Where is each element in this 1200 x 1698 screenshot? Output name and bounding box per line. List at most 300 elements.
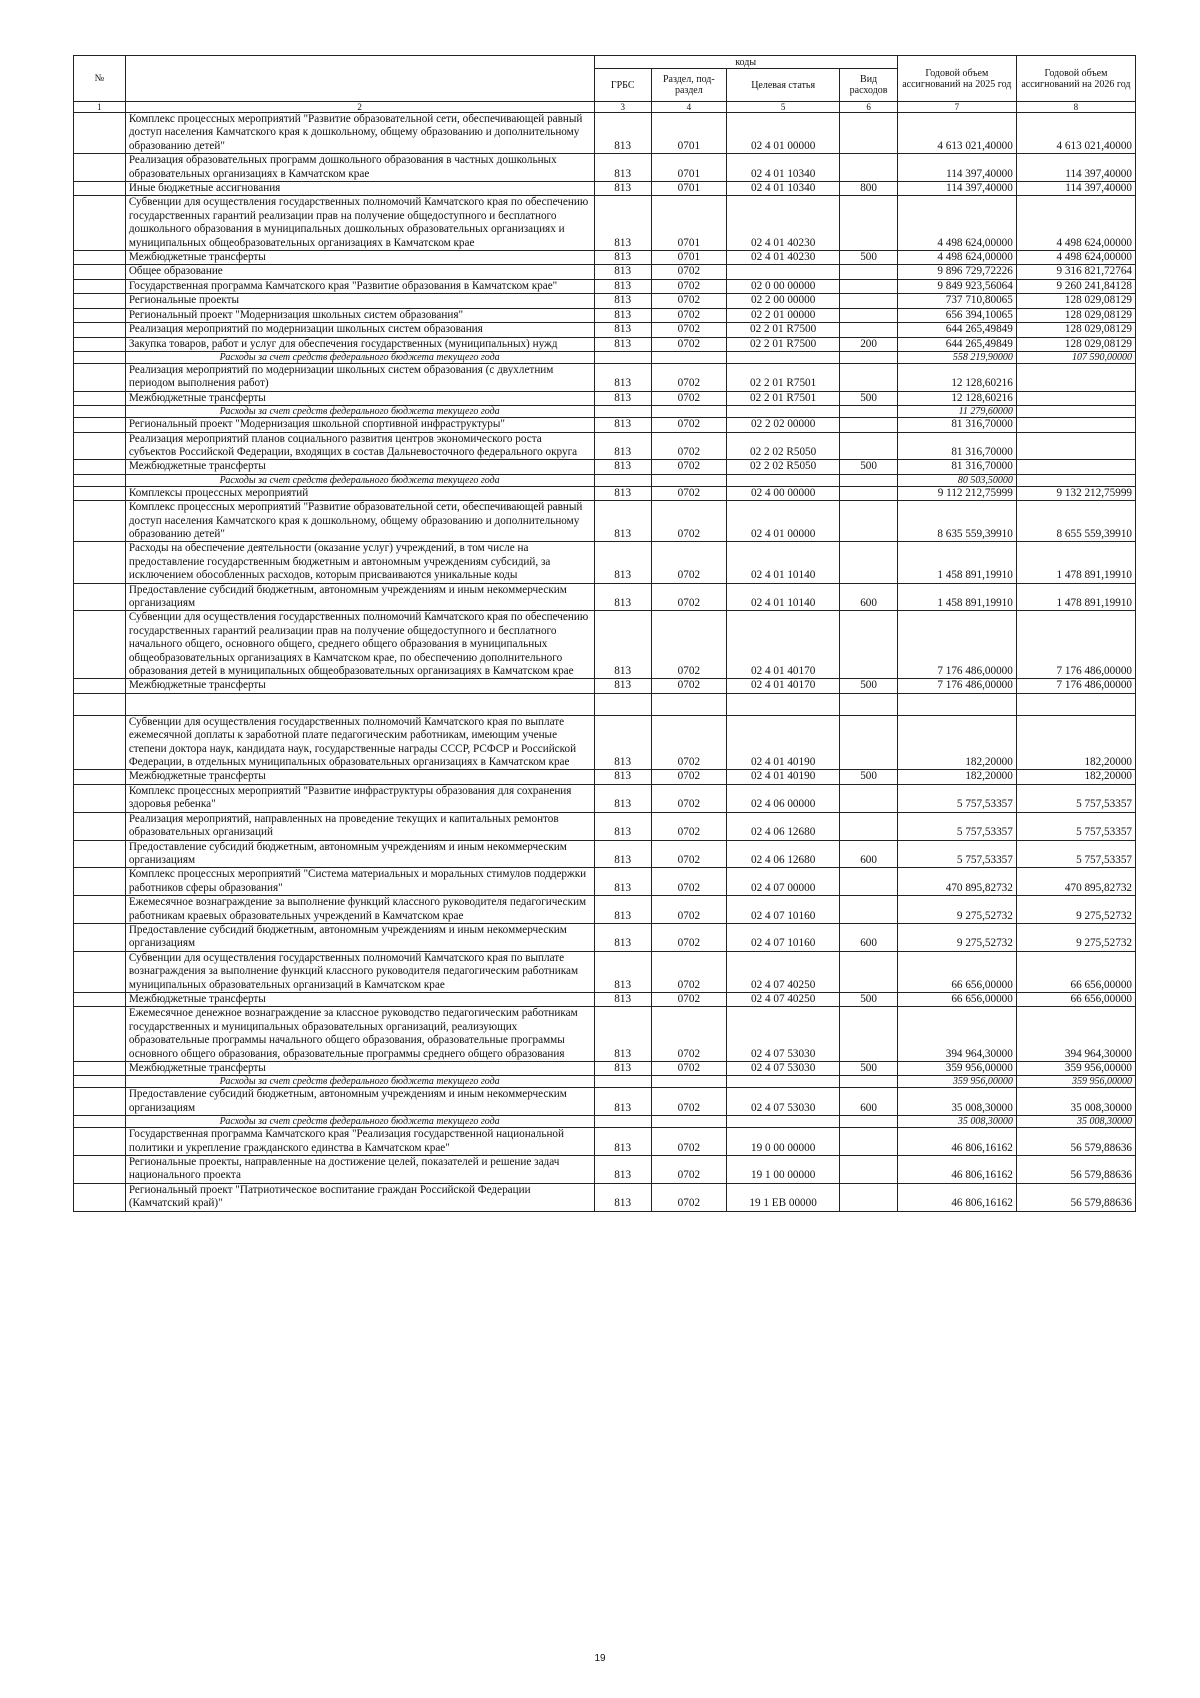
razdel-cell: 0702 (651, 840, 726, 868)
target-cell: 02 4 07 10160 (726, 896, 840, 924)
table-row (74, 265, 1136, 279)
row-name-cell: Ежемесячное вознаграждение за выполнение функций классного руководителя педагогическим работникам краевых образовательных учреждений в Камчатском крае (125, 896, 594, 924)
razdel-cell: 0702 (651, 1062, 726, 1076)
razdel-cell: 0702 (651, 583, 726, 611)
table-row (74, 363, 1136, 391)
amount-2026-cell: 114 397,40000 (1016, 154, 1135, 182)
target-cell: 02 4 07 53030 (726, 1062, 840, 1076)
row-number-cell (74, 1076, 126, 1088)
row-number-cell (74, 251, 126, 265)
row-name-cell: Комплекс процессных мероприятий "Развитие образовательной сети, обеспечивающей равный доступ населения Камчатского края к дошкольному, общему образованию и дополнительному образованию детей" (125, 501, 594, 542)
amount-2026-cell: 66 656,00000 (1016, 951, 1135, 992)
vid-cell (840, 542, 897, 583)
target-cell: 02 4 01 40190 (726, 770, 840, 784)
amount-2025-cell: 359 956,00000 (897, 1076, 1016, 1088)
grbs-cell: 813 (594, 323, 651, 337)
table-row (74, 812, 1136, 840)
grbs-cell: 813 (594, 868, 651, 896)
table-row (74, 154, 1136, 182)
header-codes: коды (594, 56, 897, 69)
target-cell: 02 2 01 R7501 (726, 363, 840, 391)
row-name-cell: Ежемесячное денежное вознаграждение за классное руководство педагогическим работникам государственных и муниципальных образовательных организаций, реализующих образовательные программы начального общего образования, образовательные программы основного общего образования, образовательные программы среднего общего образования (125, 1007, 594, 1062)
page-number: 19 (594, 1653, 606, 1664)
row-name-cell: Межбюджетные трансферты (125, 460, 594, 474)
vid-cell (840, 611, 897, 679)
grbs-cell: 813 (594, 1088, 651, 1116)
grbs-cell: 813 (594, 460, 651, 474)
grbs-cell: 813 (594, 784, 651, 812)
vid-cell: 200 (840, 337, 897, 351)
target-cell: 02 4 01 40170 (726, 679, 840, 693)
razdel-cell: 0702 (651, 460, 726, 474)
row-number-cell (74, 896, 126, 924)
row-name-cell: Региональный проект "Патриотическое воспитание граждан Российской Федерации (Камчатский край)" (125, 1183, 594, 1211)
empty-cell (651, 693, 726, 715)
vid-cell (840, 265, 897, 279)
amount-2025-cell: 35 008,30000 (897, 1116, 1016, 1128)
vid-cell (840, 868, 897, 896)
grbs-cell: 813 (594, 251, 651, 265)
grbs-cell: 813 (594, 542, 651, 583)
amount-2026-cell: 9 132 212,75999 (1016, 486, 1135, 500)
target-cell: 02 4 07 40250 (726, 992, 840, 1006)
row-number-cell (74, 1183, 126, 1211)
grbs-cell: 813 (594, 432, 651, 460)
row-name-cell: Региональный проект "Модернизация школьных систем образования" (125, 308, 594, 322)
row-name-cell: Региональный проект "Модернизация школьной спортивной инфраструктуры" (125, 418, 594, 432)
amount-2026-cell (1016, 406, 1135, 418)
header-2025: Годовой объем ассигнований на 2025 год (897, 56, 1016, 102)
row-name-cell: Государственная программа Камчатского края "Развитие образования в Камчатском крае" (125, 279, 594, 293)
grbs-cell (594, 351, 651, 363)
amount-2025-cell: 81 316,70000 (897, 418, 1016, 432)
grbs-cell: 813 (594, 279, 651, 293)
vid-cell (840, 432, 897, 460)
row-name-cell: Расходы за счет средств федерального бюджета текущего года (125, 351, 594, 363)
target-cell: 02 2 02 R5050 (726, 432, 840, 460)
target-cell: 02 4 01 40170 (726, 611, 840, 679)
row-number-cell (74, 294, 126, 308)
table-row (74, 868, 1136, 896)
razdel-cell: 0701 (651, 182, 726, 196)
target-cell: 02 2 02 00000 (726, 418, 840, 432)
row-name-cell: Реализация мероприятий по модернизации школьных систем образования (125, 323, 594, 337)
row-number-cell (74, 542, 126, 583)
table-row (74, 486, 1136, 500)
razdel-cell: 0702 (651, 1128, 726, 1156)
empty-cell (125, 693, 594, 715)
amount-2025-cell: 5 757,53357 (897, 840, 1016, 868)
razdel-cell: 0702 (651, 770, 726, 784)
vid-cell (840, 113, 897, 154)
grbs-cell: 813 (594, 265, 651, 279)
razdel-cell: 0702 (651, 308, 726, 322)
razdel-cell: 0702 (651, 812, 726, 840)
table-row (74, 182, 1136, 196)
razdel-cell: 0702 (651, 432, 726, 460)
table-row (74, 113, 1136, 154)
razdel-cell (651, 406, 726, 418)
target-cell: 02 2 01 R7501 (726, 391, 840, 405)
vid-cell: 600 (840, 583, 897, 611)
grbs-cell: 813 (594, 294, 651, 308)
row-name-cell: Реализация мероприятий планов социального развития центров экономического роста субъектов Российской Федерации, входящих в состав Дальневосточного федерального округа (125, 432, 594, 460)
row-number-cell (74, 951, 126, 992)
target-cell: 02 2 01 R7500 (726, 323, 840, 337)
grbs-cell: 813 (594, 196, 651, 251)
row-name-cell: Межбюджетные трансферты (125, 992, 594, 1006)
amount-2025-cell: 46 806,16162 (897, 1183, 1016, 1211)
table-row (74, 1183, 1136, 1211)
target-cell: 02 4 01 10340 (726, 182, 840, 196)
vid-cell: 600 (840, 840, 897, 868)
amount-2025-cell: 9 896 729,72226 (897, 265, 1016, 279)
target-cell: 02 4 07 53030 (726, 1007, 840, 1062)
razdel-cell: 0702 (651, 992, 726, 1006)
amount-2026-cell: 35 008,30000 (1016, 1116, 1135, 1128)
amount-2025-cell: 7 176 486,00000 (897, 611, 1016, 679)
vid-cell (840, 294, 897, 308)
vid-cell (840, 279, 897, 293)
vid-cell: 500 (840, 992, 897, 1006)
grbs-cell: 813 (594, 1128, 651, 1156)
row-name-cell: Межбюджетные трансферты (125, 679, 594, 693)
row-name-cell: Региональные проекты, направленные на достижение целей, показателей и решение задач национального проекта (125, 1156, 594, 1184)
razdel-cell: 0702 (651, 501, 726, 542)
spacer-row (74, 693, 1136, 715)
amount-2025-cell: 644 265,49849 (897, 337, 1016, 351)
amount-2026-cell: 359 956,00000 (1016, 1076, 1135, 1088)
razdel-cell: 0702 (651, 486, 726, 500)
target-cell: 02 4 07 53030 (726, 1088, 840, 1116)
row-name-cell: Субвенции для осуществления государственных полномочий Камчатского края по обеспечению государственных гарантий реализации прав на получение общедоступного и бесплатного начального общего, основного общего, среднего общего образования в муниципальных общеобразовательных организациях в Камчатском крае, по обеспечению дополнительного образования детей в муниципальных общеобразовательных организациях в Камчатском крае (125, 611, 594, 679)
table-row (74, 784, 1136, 812)
amount-2025-cell: 182,20000 (897, 770, 1016, 784)
vid-cell: 600 (840, 1088, 897, 1116)
amount-2026-cell: 8 655 559,39910 (1016, 501, 1135, 542)
grbs-cell: 813 (594, 583, 651, 611)
table-row (74, 951, 1136, 992)
amount-2025-cell: 4 498 624,00000 (897, 251, 1016, 265)
amount-2025-cell: 5 757,53357 (897, 812, 1016, 840)
amount-2025-cell: 12 128,60216 (897, 391, 1016, 405)
razdel-cell: 0702 (651, 279, 726, 293)
federal-budget-row (74, 474, 1136, 486)
grbs-cell (594, 474, 651, 486)
empty-cell (594, 693, 651, 715)
table-row (74, 896, 1136, 924)
table-row (74, 279, 1136, 293)
row-number-cell (74, 1007, 126, 1062)
amount-2026-cell: 128 029,08129 (1016, 323, 1135, 337)
row-name-cell: Межбюджетные трансферты (125, 770, 594, 784)
row-number-cell (74, 784, 126, 812)
row-number-cell (74, 265, 126, 279)
amount-2025-cell: 9 849 923,56064 (897, 279, 1016, 293)
grbs-cell: 813 (594, 337, 651, 351)
target-cell: 02 4 06 12680 (726, 812, 840, 840)
vid-cell (840, 1128, 897, 1156)
target-cell: 02 4 01 40230 (726, 196, 840, 251)
amount-2025-cell: 359 956,00000 (897, 1062, 1016, 1076)
grbs-cell: 813 (594, 611, 651, 679)
table-row (74, 308, 1136, 322)
grbs-cell: 813 (594, 812, 651, 840)
table-row (74, 196, 1136, 251)
table-row (74, 840, 1136, 868)
federal-budget-row (74, 1116, 1136, 1128)
table-row (74, 1007, 1136, 1062)
amount-2026-cell (1016, 460, 1135, 474)
column-index: 8 (1016, 102, 1135, 113)
vid-cell: 500 (840, 251, 897, 265)
row-name-cell: Комплекс процессных мероприятий "Система материальных и моральных стимулов поддержки работников сферы образования" (125, 868, 594, 896)
row-name-cell: Расходы за счет средств федерального бюджета текущего года (125, 1116, 594, 1128)
amount-2026-cell: 35 008,30000 (1016, 1088, 1135, 1116)
federal-budget-row (74, 351, 1136, 363)
amount-2025-cell: 5 757,53357 (897, 784, 1016, 812)
vid-cell (840, 486, 897, 500)
amount-2026-cell: 128 029,08129 (1016, 308, 1135, 322)
amount-2025-cell: 8 635 559,39910 (897, 501, 1016, 542)
amount-2026-cell: 107 590,00000 (1016, 351, 1135, 363)
row-number-cell (74, 474, 126, 486)
table-row (74, 1156, 1136, 1184)
amount-2025-cell: 114 397,40000 (897, 154, 1016, 182)
razdel-cell: 0702 (651, 418, 726, 432)
vid-cell: 800 (840, 182, 897, 196)
amount-2026-cell: 7 176 486,00000 (1016, 679, 1135, 693)
razdel-cell: 0702 (651, 1156, 726, 1184)
row-name-cell: Закупка товаров, работ и услуг для обеспечения государственных (муниципальных) нужд (125, 337, 594, 351)
amount-2026-cell: 56 579,88636 (1016, 1183, 1135, 1211)
vid-cell (840, 323, 897, 337)
grbs-cell: 813 (594, 715, 651, 770)
amount-2026-cell: 56 579,88636 (1016, 1156, 1135, 1184)
amount-2026-cell: 4 613 021,40000 (1016, 113, 1135, 154)
row-name-cell: Реализация мероприятий, направленных на проведение текущих и капитальных ремонтов образовательных организаций (125, 812, 594, 840)
header-name-blank (125, 56, 594, 102)
vid-cell: 500 (840, 770, 897, 784)
empty-cell (897, 693, 1016, 715)
row-number-cell (74, 432, 126, 460)
amount-2026-cell: 66 656,00000 (1016, 992, 1135, 1006)
amount-2026-cell: 182,20000 (1016, 715, 1135, 770)
razdel-cell (651, 1116, 726, 1128)
vid-cell (840, 474, 897, 486)
grbs-cell: 813 (594, 951, 651, 992)
target-cell: 02 4 06 12680 (726, 840, 840, 868)
amount-2025-cell: 4 498 624,00000 (897, 196, 1016, 251)
amount-2026-cell (1016, 363, 1135, 391)
header-razdel: Раздел, под-раздел (651, 69, 726, 102)
vid-cell (840, 154, 897, 182)
amount-2026-cell: 1 478 891,19910 (1016, 583, 1135, 611)
row-number-cell (74, 406, 126, 418)
target-cell: 02 0 00 00000 (726, 279, 840, 293)
row-number-cell (74, 337, 126, 351)
table-row (74, 923, 1136, 951)
column-index: 2 (125, 102, 594, 113)
vid-cell (840, 308, 897, 322)
razdel-cell: 0702 (651, 611, 726, 679)
grbs-cell: 813 (594, 1007, 651, 1062)
row-name-cell: Расходы за счет средств федерального бюджета текущего года (125, 1076, 594, 1088)
table-row (74, 501, 1136, 542)
table-row (74, 542, 1136, 583)
amount-2025-cell: 66 656,00000 (897, 992, 1016, 1006)
amount-2025-cell: 9 275,52732 (897, 923, 1016, 951)
header-number: № (74, 56, 126, 102)
grbs-cell: 813 (594, 113, 651, 154)
target-cell (726, 1076, 840, 1088)
amount-2026-cell: 1 478 891,19910 (1016, 542, 1135, 583)
row-name-cell: Расходы на обеспечение деятельности (оказание услуг) учреждений, в том числе на предоставление государственным бюджетным и автономным учреждениям субсидий, за исключением обособленных расходов, которым присваиваются уникальные коды (125, 542, 594, 583)
row-name-cell: Субвенции для осуществления государственных полномочий Камчатского края по обеспечению государственных гарантий реализации прав на получение общедоступного и бесплатного дошкольного образования в муниципальных дошкольных образовательных организациях и муниципальных общеобразовательных организациях в Камчатском крае (125, 196, 594, 251)
amount-2026-cell (1016, 418, 1135, 432)
vid-cell (840, 418, 897, 432)
amount-2025-cell: 46 806,16162 (897, 1128, 1016, 1156)
row-number-cell (74, 992, 126, 1006)
row-number-cell (74, 182, 126, 196)
table-row (74, 715, 1136, 770)
row-number-cell (74, 418, 126, 432)
target-cell: 02 4 01 10140 (726, 542, 840, 583)
amount-2025-cell: 656 394,10065 (897, 308, 1016, 322)
target-cell: 02 2 01 00000 (726, 308, 840, 322)
row-name-cell: Межбюджетные трансферты (125, 1062, 594, 1076)
amount-2025-cell: 7 176 486,00000 (897, 679, 1016, 693)
row-number-cell (74, 1116, 126, 1128)
row-number-cell (74, 1062, 126, 1076)
federal-budget-row (74, 406, 1136, 418)
amount-2025-cell: 11 279,60000 (897, 406, 1016, 418)
razdel-cell: 0702 (651, 391, 726, 405)
empty-cell (840, 693, 897, 715)
grbs-cell: 813 (594, 992, 651, 1006)
razdel-cell: 0701 (651, 154, 726, 182)
vid-cell (840, 1116, 897, 1128)
razdel-cell: 0702 (651, 363, 726, 391)
row-number-cell (74, 323, 126, 337)
amount-2026-cell: 4 498 624,00000 (1016, 196, 1135, 251)
column-index: 3 (594, 102, 651, 113)
grbs-cell: 813 (594, 363, 651, 391)
razdel-cell: 0701 (651, 251, 726, 265)
target-cell: 19 1 EB 00000 (726, 1183, 840, 1211)
amount-2026-cell: 394 964,30000 (1016, 1007, 1135, 1062)
table-row (74, 1128, 1136, 1156)
razdel-cell: 0702 (651, 951, 726, 992)
amount-2025-cell: 12 128,60216 (897, 363, 1016, 391)
header-grbs: ГРБС (594, 69, 651, 102)
table-row (74, 679, 1136, 693)
vid-cell: 500 (840, 391, 897, 405)
target-cell: 02 4 07 10160 (726, 923, 840, 951)
vid-cell (840, 1076, 897, 1088)
razdel-cell: 0702 (651, 265, 726, 279)
row-name-cell: Реализация образовательных программ дошкольного образования в частных дошкольных образовательных организациях в Камчатском крае (125, 154, 594, 182)
row-name-cell: Субвенции для осуществления государственных полномочий Камчатского края по выплате ежемесячной доплаты к заработной плате педагогическим работникам, имеющим ученые степени доктора наук, кандидата наук, государственные награды СССР, РСФСР и Российской Федерации, в отдельных муниципальных образовательных организациях в Камчатском крае (125, 715, 594, 770)
amount-2026-cell: 114 397,40000 (1016, 182, 1135, 196)
row-number-cell (74, 1128, 126, 1156)
table-row (74, 251, 1136, 265)
razdel-cell: 0702 (651, 784, 726, 812)
target-cell: 02 2 01 R7500 (726, 337, 840, 351)
amount-2025-cell: 4 613 021,40000 (897, 113, 1016, 154)
vid-cell (840, 196, 897, 251)
razdel-cell: 0702 (651, 679, 726, 693)
row-number-cell (74, 279, 126, 293)
vid-cell (840, 951, 897, 992)
razdel-cell: 0702 (651, 1088, 726, 1116)
table-row (74, 611, 1136, 679)
row-name-cell: Межбюджетные трансферты (125, 391, 594, 405)
row-number-cell (74, 1088, 126, 1116)
row-number-cell (74, 770, 126, 784)
row-name-cell: Предоставление субсидий бюджетным, автономным учреждениям и иным некоммерческим организациям (125, 840, 594, 868)
vid-cell (840, 501, 897, 542)
target-cell (726, 1116, 840, 1128)
table-row (74, 583, 1136, 611)
vid-cell (840, 715, 897, 770)
column-index: 4 (651, 102, 726, 113)
table-row (74, 992, 1136, 1006)
amount-2025-cell: 9 275,52732 (897, 896, 1016, 924)
amount-2025-cell: 35 008,30000 (897, 1088, 1016, 1116)
row-name-cell: Межбюджетные трансферты (125, 251, 594, 265)
razdel-cell: 0701 (651, 113, 726, 154)
row-number-cell (74, 679, 126, 693)
row-name-cell: Реализация мероприятий по модернизации школьных систем образования (с двухлетним периодом выполнения работ) (125, 363, 594, 391)
table-row (74, 432, 1136, 460)
grbs-cell: 813 (594, 679, 651, 693)
table-row (74, 770, 1136, 784)
amount-2026-cell: 4 498 624,00000 (1016, 251, 1135, 265)
header-vid: Вид расходов (840, 69, 897, 102)
empty-cell (1016, 693, 1135, 715)
razdel-cell: 0702 (651, 868, 726, 896)
amount-2026-cell: 128 029,08129 (1016, 294, 1135, 308)
amount-2025-cell: 182,20000 (897, 715, 1016, 770)
target-cell: 02 4 01 00000 (726, 501, 840, 542)
amount-2026-cell: 5 757,53357 (1016, 784, 1135, 812)
amount-2025-cell: 394 964,30000 (897, 1007, 1016, 1062)
grbs-cell: 813 (594, 501, 651, 542)
table-row (74, 337, 1136, 351)
row-number-cell (74, 611, 126, 679)
amount-2025-cell: 470 895,82732 (897, 868, 1016, 896)
row-number-cell (74, 363, 126, 391)
row-name-cell: Субвенции для осуществления государственных полномочий Камчатского края по выплате вознаграждения за выполнение функций классного руководителя педагогическим работникам муниципальных образовательных организаций в Камчатском крае (125, 951, 594, 992)
grbs-cell (594, 1116, 651, 1128)
column-index: 1 (74, 102, 126, 113)
amount-2026-cell: 5 757,53357 (1016, 840, 1135, 868)
row-number-cell (74, 351, 126, 363)
empty-cell (74, 693, 126, 715)
row-name-cell: Иные бюджетные ассигнования (125, 182, 594, 196)
grbs-cell: 813 (594, 182, 651, 196)
grbs-cell: 813 (594, 308, 651, 322)
amount-2025-cell: 66 656,00000 (897, 951, 1016, 992)
vid-cell: 500 (840, 460, 897, 474)
target-cell: 19 0 00 00000 (726, 1128, 840, 1156)
target-cell: 02 2 02 R5050 (726, 460, 840, 474)
column-index: 5 (726, 102, 840, 113)
target-cell: 19 1 00 00000 (726, 1156, 840, 1184)
table-row (74, 1062, 1136, 1076)
amount-2026-cell: 7 176 486,00000 (1016, 611, 1135, 679)
